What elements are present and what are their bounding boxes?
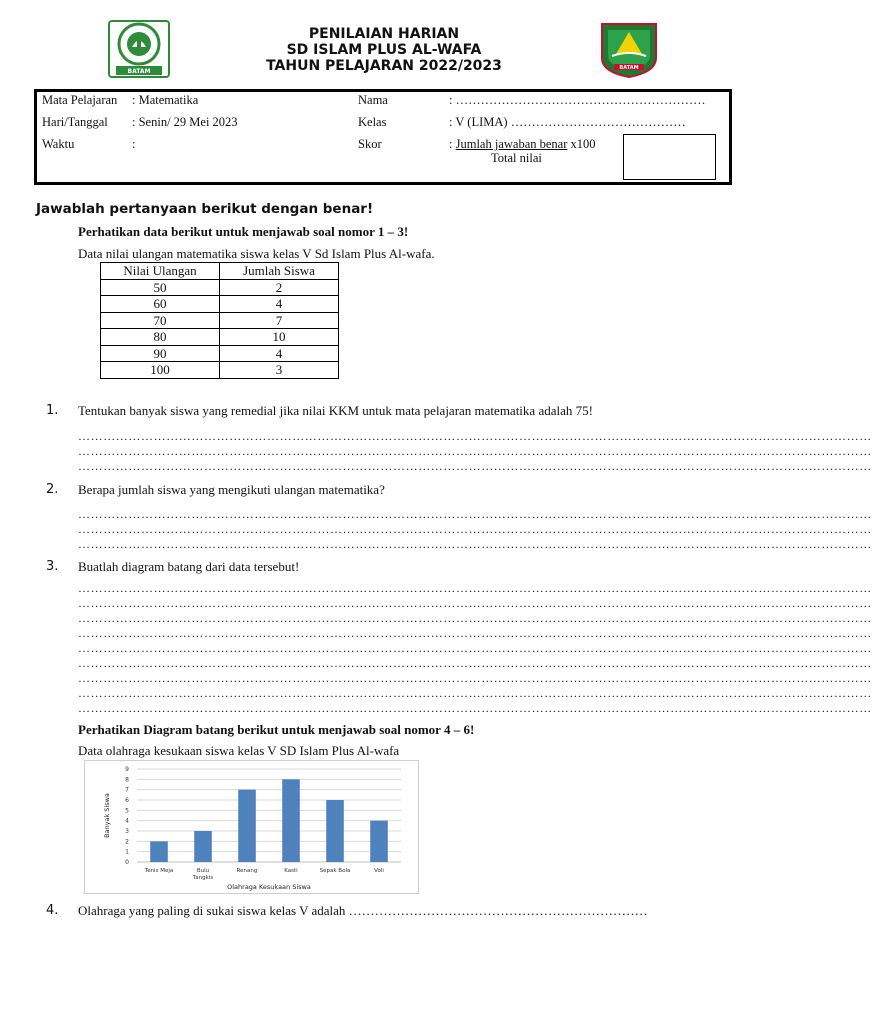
table-cell: 3: [220, 362, 339, 379]
table-header-cell: Jumlah Siswa: [220, 263, 339, 280]
right-logo-text: BATAM: [619, 65, 639, 71]
table-cell: 2: [220, 279, 339, 296]
answer-line[interactable]: ………………………………………………………………………………………………………………………………………………………………………: [78, 537, 872, 551]
name-field[interactable]: : ……………………………………………………: [449, 93, 706, 107]
section-1-instruction: Perhatikan data berikut untuk menjawab soal nomor 1 – 3!: [78, 224, 409, 239]
chart-caption: Data olahraga kesukaan siswa kelas V SD Islam Plus Al-wafa: [78, 743, 400, 758]
document-title: [200, 26, 568, 74]
school-logo-left: [108, 20, 170, 78]
main-instruction: Jawablah pertanyaan berikut dengan benar!: [36, 201, 374, 217]
table-cell: 10: [220, 329, 339, 346]
answer-line[interactable]: ………………………………………………………………………………………………………………………………………………………………………: [78, 611, 872, 625]
x-tick-label: Renang: [236, 868, 258, 874]
score-denominator: Total nilai: [491, 151, 542, 165]
y-tick-label: 6: [125, 797, 129, 804]
date-value: : Senin/ 29 Mei 2023: [132, 115, 238, 129]
chart-frame: [84, 760, 419, 894]
chart-bar: [150, 841, 168, 862]
y-tick-label: 5: [125, 807, 129, 815]
table-row: [101, 329, 339, 346]
chart-bar: [194, 831, 212, 862]
score-table: [100, 262, 339, 379]
title-line-2: SD ISLAM PLUS AL-WAFA: [286, 42, 482, 58]
answer-line[interactable]: ………………………………………………………………………………………………………………………………………………………………………: [78, 641, 872, 655]
question-1-text: Tentukan banyak siswa yang remedial jika nilai KKM untuk mata pelajaran matematika adalah 75!: [78, 403, 593, 418]
chart-bar: [370, 821, 388, 862]
chart-bar: [326, 800, 344, 862]
x-tick-label: Kasti: [284, 868, 298, 874]
answer-line[interactable]: ………………………………………………………………………………………………………………………………………………………………………: [78, 444, 872, 458]
table-row: [101, 279, 339, 296]
y-tick-label: 2: [125, 838, 129, 846]
table-cell: 4: [220, 296, 339, 313]
answer-line[interactable]: ………………………………………………………………………………………………………………………………………………………………………: [78, 507, 872, 521]
title-line-3: TAHUN PELAJARAN 2022/2023: [266, 58, 502, 74]
score-multiplier: x100: [567, 137, 596, 151]
question-3-text: Buatlah diagram batang dari data tersebut!: [78, 559, 300, 574]
x-tick-label: Voli: [374, 868, 384, 874]
chart-bar: [238, 790, 256, 862]
bar-chart: [85, 761, 418, 893]
section-2-instruction: Perhatikan Diagram batang berikut untuk menjawab soal nomor 4 – 6!: [78, 722, 475, 737]
question-3-number: 3.: [46, 559, 59, 574]
y-tick-label: 1: [125, 848, 129, 856]
table-row: [101, 312, 339, 329]
score-formula: [449, 137, 596, 152]
question-1-number: 1.: [46, 403, 59, 418]
answer-line[interactable]: ………………………………………………………………………………………………………………………………………………………………………: [78, 522, 872, 536]
table-row: [101, 296, 339, 313]
answer-line[interactable]: ………………………………………………………………………………………………………………………………………………………………………: [78, 626, 872, 640]
y-axis-title: Banyak Siswa: [103, 793, 111, 838]
score-prefix: :: [449, 137, 456, 151]
x-tick-label: Tenis Meja: [144, 868, 174, 874]
table-cell: 80: [101, 329, 220, 346]
answer-line[interactable]: ………………………………………………………………………………………………………………………………………………………………………: [78, 656, 872, 670]
time-label: Waktu: [42, 137, 75, 151]
table-header-cell: Nilai Ulangan: [101, 263, 220, 280]
subject-label: Mata Pelajaran: [42, 93, 118, 107]
table-cell: 4: [220, 345, 339, 362]
answer-line[interactable]: ………………………………………………………………………………………………………………………………………………………………………: [78, 671, 872, 685]
table-cell: 60: [101, 296, 220, 313]
class-field[interactable]: : V (LIMA) ……………………………………: [449, 115, 686, 129]
y-tick-label: 7: [125, 786, 129, 794]
score-numerator: Jumlah jawaban benar: [455, 137, 568, 151]
table-cell: 70: [101, 312, 220, 329]
city-emblem-right: [598, 22, 660, 78]
answer-line[interactable]: ………………………………………………………………………………………………………………………………………………………………………: [78, 596, 872, 610]
date-label: Hari/Tanggal: [42, 115, 108, 129]
subject-value: : Matematika: [132, 93, 199, 107]
x-tick-label: Bulu: [196, 868, 210, 874]
answer-line[interactable]: ………………………………………………………………………………………………………………………………………………………………………: [78, 686, 872, 700]
y-tick-label: 8: [125, 776, 129, 784]
table-row: [101, 345, 339, 362]
table-cell: 100: [101, 362, 220, 379]
title-line-1: PENILAIAN HARIAN: [308, 26, 460, 42]
table-cell: 50: [101, 279, 220, 296]
time-value: :: [132, 137, 136, 151]
y-tick-label: 9: [125, 766, 129, 773]
answer-line[interactable]: ………………………………………………………………………………………………………………………………………………………………………: [78, 429, 872, 443]
x-axis-title: Olahraga Kesukaan Siswa: [227, 883, 311, 891]
table-cell: 7: [220, 312, 339, 329]
question-2-text: Berapa jumlah siswa yang mengikuti ulangan matematika?: [78, 482, 385, 497]
x-tick-label: Sepak Bola: [319, 868, 351, 874]
x-tick-label: Tangkis: [192, 875, 214, 881]
score-box[interactable]: [623, 134, 716, 180]
table-caption: Data nilai ulangan matematika siswa kelas V Sd Islam Plus Al-wafa.: [78, 246, 435, 261]
y-tick-label: 4: [125, 817, 129, 825]
table-row: [101, 362, 339, 379]
y-tick-label: 0: [125, 859, 129, 866]
left-logo-text: BATAM: [127, 68, 151, 75]
class-label: Kelas: [358, 115, 387, 129]
y-tick-label: 3: [125, 828, 129, 835]
name-label: Nama: [358, 93, 388, 107]
answer-line[interactable]: ………………………………………………………………………………………………………………………………………………………………………: [78, 701, 872, 715]
chart-bar: [282, 779, 300, 862]
question-4-number: 4.: [46, 903, 59, 918]
table-header-row: [101, 263, 339, 280]
answer-line[interactable]: ………………………………………………………………………………………………………………………………………………………………………: [78, 581, 872, 595]
question-2-number: 2.: [46, 482, 59, 497]
question-4-text: Olahraga yang paling di sukai siswa kelas V adalah ……………………………………………………………: [78, 903, 648, 918]
table-cell: 90: [101, 345, 220, 362]
answer-line[interactable]: ………………………………………………………………………………………………………………………………………………………………………: [78, 459, 872, 473]
score-label: Skor: [358, 137, 382, 151]
